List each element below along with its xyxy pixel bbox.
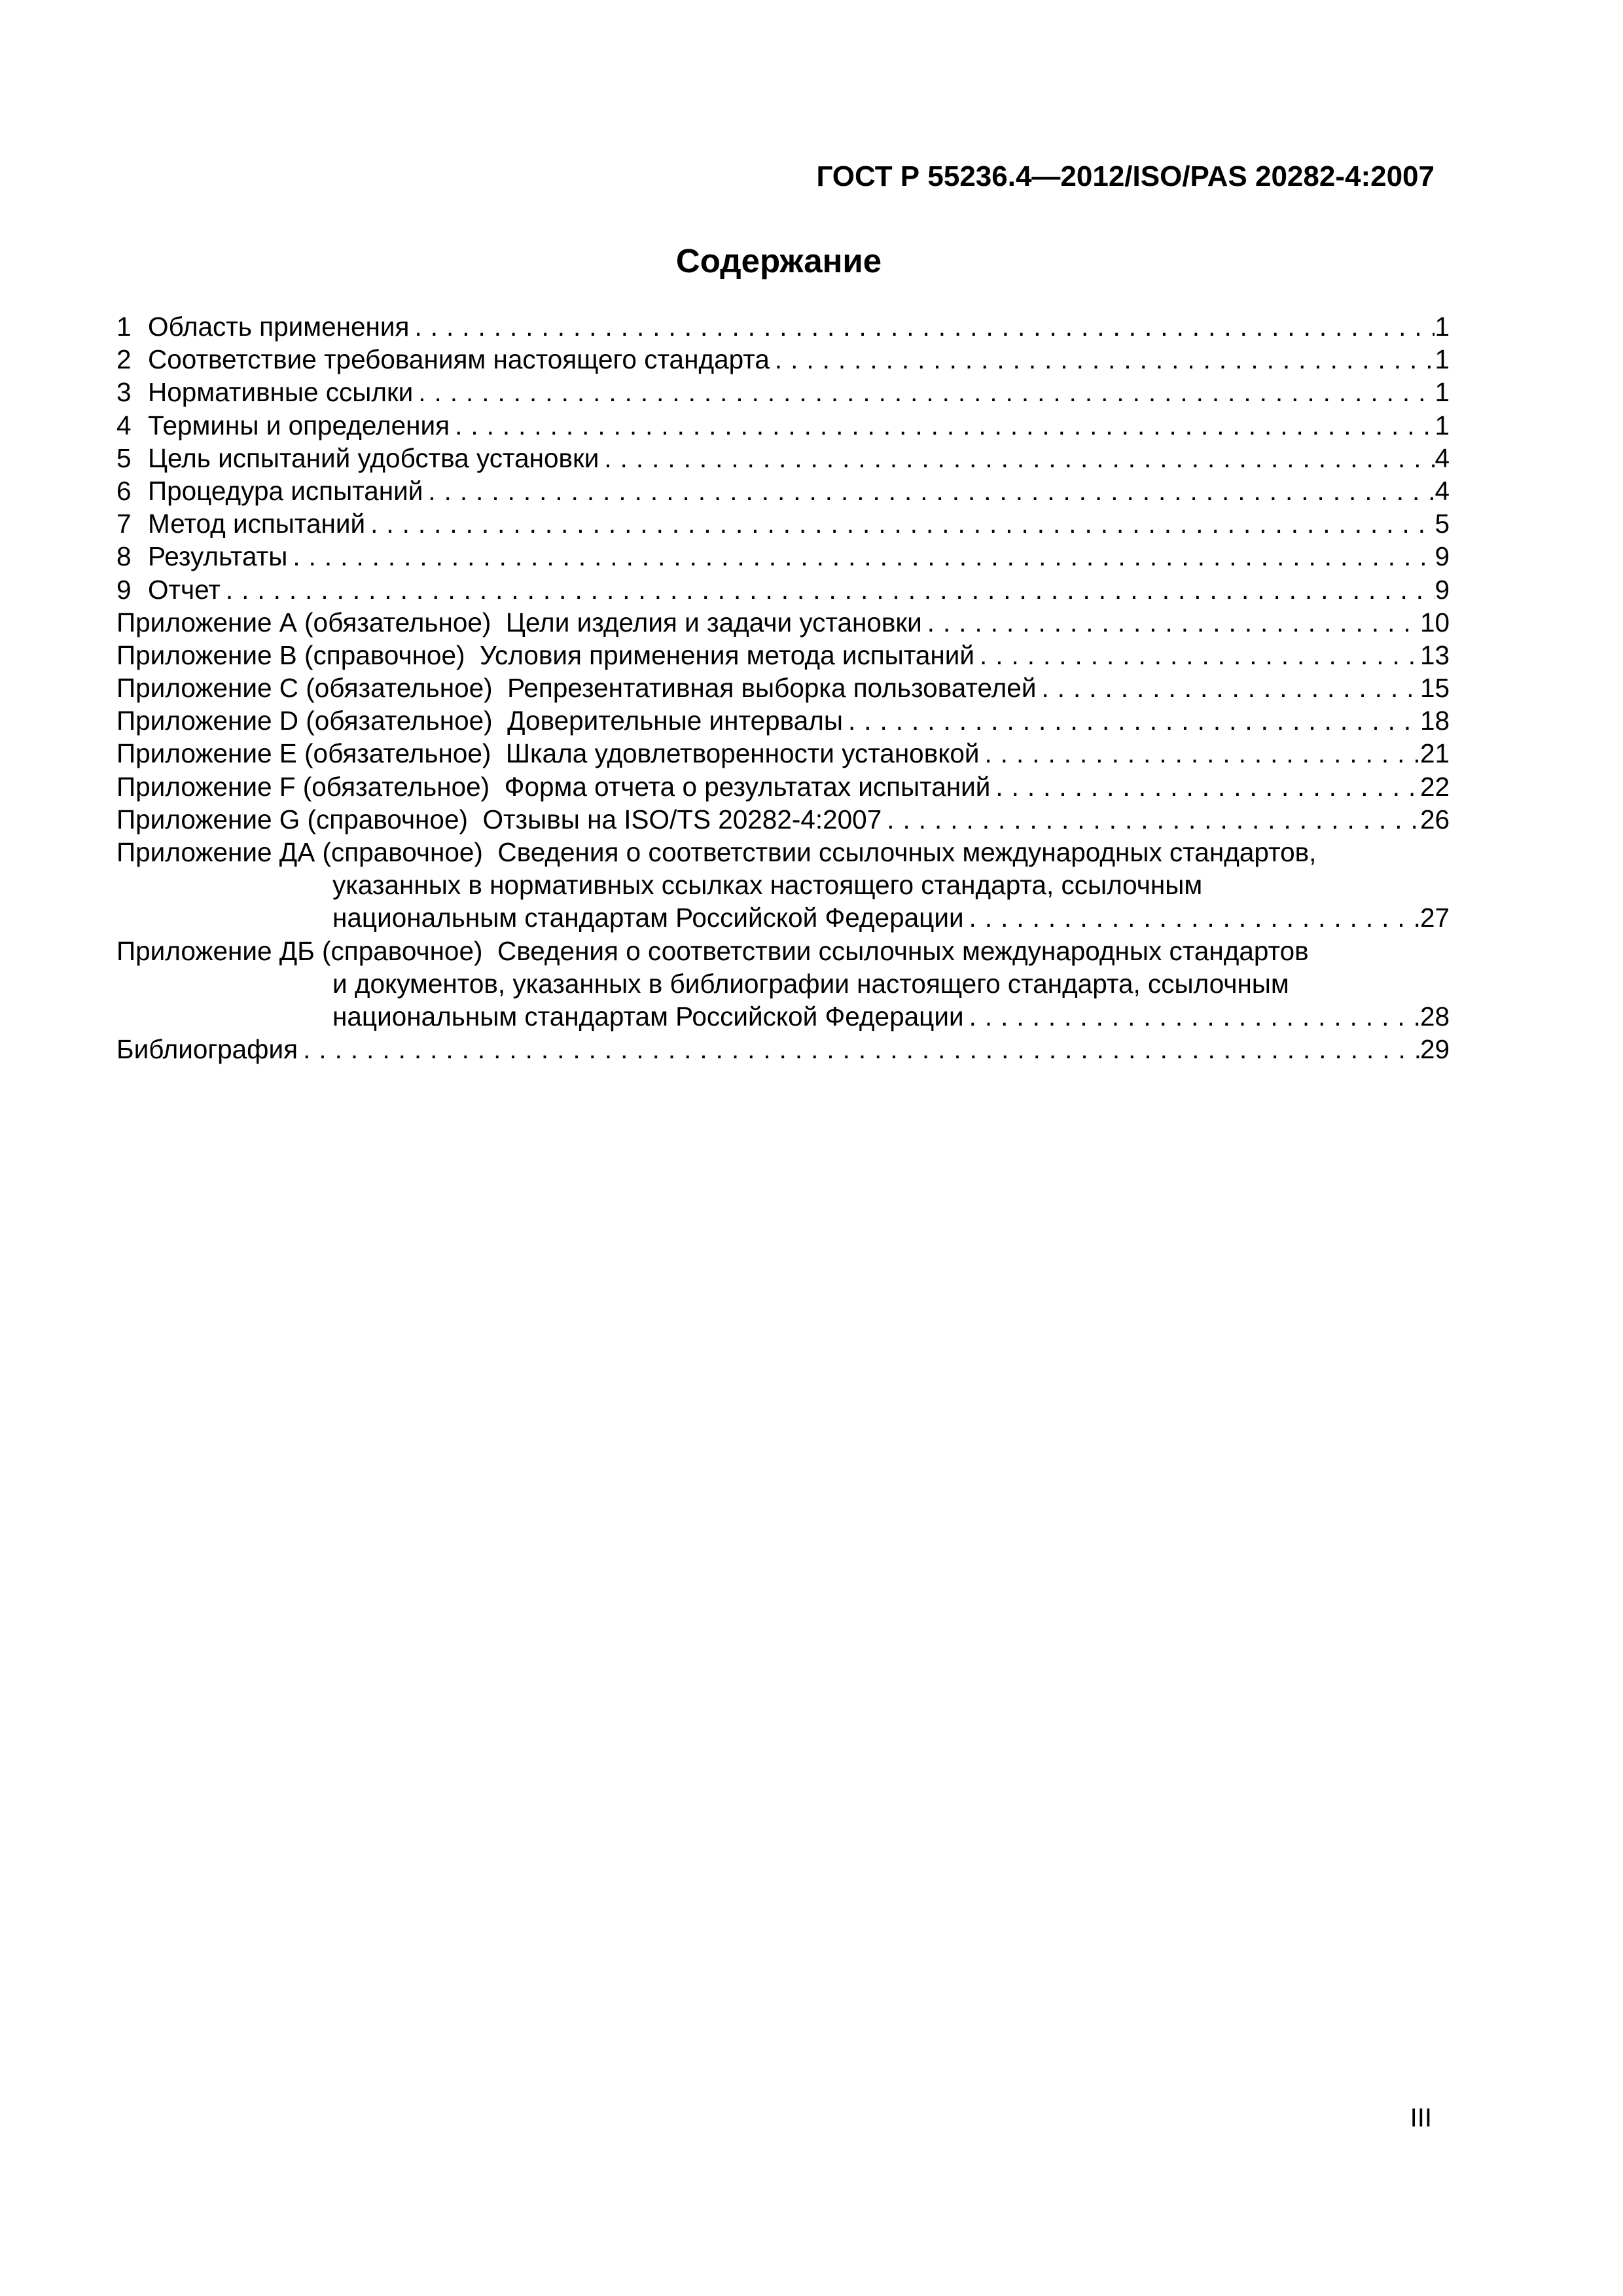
toc-entry-label: национальным стандартам Российской Федерации — [332, 1001, 964, 1031]
dot-leader — [423, 475, 1435, 507]
dot-leader — [843, 704, 1420, 737]
toc-entry-label: Область применения — [148, 312, 410, 342]
dot-leader — [770, 343, 1435, 376]
toc-entry-number: 3 — [116, 377, 132, 408]
dot-leader — [221, 573, 1435, 606]
toc-entry-9[interactable] — [116, 573, 1450, 606]
toc-entry-page: 5 — [1435, 509, 1450, 539]
toc-entry-page: 4 — [1435, 475, 1450, 506]
toc-entry-page: 1 — [1435, 312, 1450, 342]
toc-annex-da-line1[interactable]: Приложение ДА (справочное) Сведения о соответствии ссылочных международных стандартов, — [116, 837, 1317, 867]
toc-annex-b[interactable] — [116, 639, 1450, 672]
toc-entry-label: Нормативные ссылки — [148, 377, 414, 408]
toc-entry-label: Приложение В (справочное) Условия применения метода испытаний — [116, 639, 974, 670]
page-number: III — [1410, 2104, 1432, 2132]
toc-entry-label: Отчет — [148, 574, 221, 605]
toc-entry-label: Приложение D (обязательное) Доверительные интервалы — [116, 706, 844, 736]
dot-leader — [980, 737, 1420, 770]
toc-entry-label: Цель испытаний удобства установки — [148, 442, 599, 473]
toc-annex-db-line3[interactable] — [116, 1000, 1450, 1033]
dot-leader — [974, 639, 1420, 672]
dot-leader — [365, 507, 1435, 540]
toc-entry-label: национальным стандартам Российской Федерации — [332, 903, 964, 933]
dot-leader — [450, 409, 1435, 442]
dot-leader — [287, 540, 1435, 573]
toc-entry-page: 22 — [1419, 771, 1450, 802]
toc-annex-a[interactable] — [116, 606, 1450, 639]
toc-entry-7[interactable] — [116, 507, 1450, 540]
toc-entry-label: Соответствие требованиям настоящего стандарта — [148, 344, 770, 375]
page-title: Содержание — [675, 242, 882, 279]
toc-annex-d[interactable] — [116, 704, 1450, 737]
toc-entry-number: 6 — [116, 475, 132, 506]
toc-entry-number: 2 — [116, 344, 132, 375]
toc-entry-page: 10 — [1419, 607, 1450, 637]
dot-leader — [599, 442, 1435, 475]
dot-leader — [882, 803, 1420, 836]
toc-entry-page: 21 — [1419, 738, 1450, 769]
toc-entry-label: Приложение G (справочное) Отзывы на ISO/TS 20282-4:2007 — [116, 804, 882, 834]
toc-entry-page: 18 — [1419, 706, 1450, 736]
toc-entry-page: 13 — [1419, 639, 1450, 670]
document-code-header: ГОСТ Р 55236.4—2012/ISO/PAS 20282-4:2007 — [816, 160, 1435, 192]
toc-annex-e[interactable] — [116, 737, 1450, 770]
toc-entry-page: 27 — [1419, 903, 1450, 933]
toc-entry-label: Процедура испытаний — [148, 475, 423, 506]
toc-entry-label: Результаты — [148, 541, 288, 572]
dot-leader — [413, 376, 1435, 408]
toc-entry-page: 26 — [1419, 804, 1450, 834]
toc-annex-db-line1[interactable]: Приложение ДБ (справочное) Сведения о соответствии ссылочных международных стандартов — [116, 935, 1309, 966]
toc-entry-label: Приложение А (обязательное) Цели изделия и задачи установки — [116, 607, 922, 637]
toc-entry-number: 5 — [116, 442, 132, 473]
toc-entry-page: 4 — [1435, 442, 1450, 473]
toc-entry-4[interactable] — [116, 409, 1450, 442]
toc-entry-page: 9 — [1435, 541, 1450, 572]
toc-entry-5[interactable] — [116, 442, 1450, 475]
toc-entry-6[interactable] — [116, 475, 1450, 507]
toc-annex-f[interactable] — [116, 770, 1450, 803]
toc-entry-label: Приложение Е (обязательное) Шкала удовлетворенности установкой — [116, 738, 980, 769]
toc-annex-da-line3[interactable] — [116, 901, 1450, 934]
toc-entry-page: 1 — [1435, 377, 1450, 408]
toc-entry-number: 4 — [116, 410, 132, 440]
toc-entry-page: 29 — [1419, 1034, 1450, 1065]
toc-annex-g[interactable] — [116, 803, 1450, 836]
toc-entry-page: 1 — [1435, 410, 1450, 440]
toc-entry-label: Термины и определения — [148, 410, 450, 440]
toc-annex-c[interactable] — [116, 672, 1450, 704]
dot-leader — [964, 1000, 1420, 1033]
toc-entry-3[interactable] — [116, 376, 1450, 408]
dot-leader — [298, 1033, 1420, 1066]
toc-entry-number: 7 — [116, 509, 132, 539]
toc-entry-number: 8 — [116, 541, 132, 572]
dot-leader — [964, 901, 1420, 934]
toc-entry-label: Библиография — [116, 1034, 298, 1065]
toc-entry-label: Метод испытаний — [148, 509, 366, 539]
table-of-contents — [116, 310, 1450, 1066]
toc-entry-label: Приложение С (обязательное) Репрезентативная выборка пользователей — [116, 673, 1037, 704]
toc-entry-page: 9 — [1435, 574, 1450, 605]
dot-leader — [409, 310, 1435, 343]
toc-entry-2[interactable] — [116, 343, 1450, 376]
toc-annex-da-line2: указанных в нормативных ссылках настоящего стандарта, ссылочным — [332, 870, 1203, 901]
toc-entry-page: 15 — [1419, 673, 1450, 704]
dot-leader — [1036, 672, 1420, 704]
dot-leader — [922, 606, 1420, 639]
toc-entry-8[interactable] — [116, 540, 1450, 573]
toc-entry-label: Приложение F (обязательное) Форма отчета о результатах испытаний — [116, 771, 991, 802]
toc-bibliography[interactable] — [116, 1033, 1450, 1066]
toc-entry-page: 1 — [1435, 344, 1450, 375]
toc-entry-1[interactable] — [116, 310, 1450, 343]
toc-entry-number: 9 — [116, 574, 132, 605]
toc-annex-db-line2: и документов, указанных в библиографии настоящего стандарта, ссылочным — [332, 968, 1289, 999]
dot-leader — [990, 770, 1420, 803]
toc-entry-number: 1 — [116, 312, 132, 342]
toc-entry-page: 28 — [1419, 1001, 1450, 1031]
